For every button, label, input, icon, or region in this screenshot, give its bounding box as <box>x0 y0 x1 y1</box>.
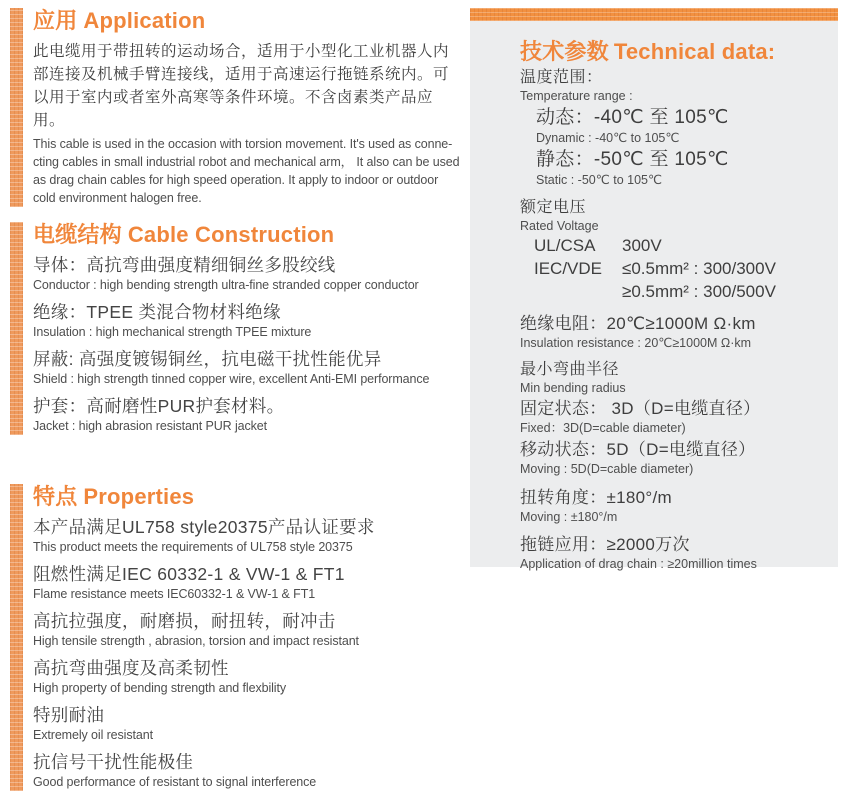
section-application <box>10 8 460 207</box>
properties-item-zh: 阻燃性满足IEC 60332-1 & VW-1 & FT1 <box>33 564 345 584</box>
application-title <box>33 8 460 34</box>
properties-title-en: Properties <box>83 484 195 509</box>
construction-item-shield <box>33 348 460 388</box>
properties-title <box>33 484 460 510</box>
fixed-state-en: Fixed：3D(D=cable diameter) <box>520 421 686 435</box>
application-title-en: Application <box>83 8 206 33</box>
section-properties <box>10 484 460 791</box>
rated-voltage-label-en: Rated Voltage <box>520 219 599 233</box>
temperature-dynamic-zh: 动态：-40℃ 至 105℃ <box>536 107 729 128</box>
properties-item-en: Good performance of resistant to signal interference <box>33 775 317 789</box>
properties-item-en: High property of bending strength and flexbility <box>33 681 286 695</box>
temperature-range-group <box>520 68 826 188</box>
temperature-dynamic-row <box>520 106 826 146</box>
temperature-static-zh: 静态：-50℃ 至 105℃ <box>536 149 729 170</box>
construction-item-zh: 绝缘：TPEE 类混合物材料绝缘 <box>33 302 281 322</box>
properties-item-bending <box>33 657 460 697</box>
voltage-row-iecvde <box>520 258 826 280</box>
properties-item-interference <box>33 751 460 791</box>
construction-item-zh: 护套：高耐磨性PUR护套材料。 <box>33 396 285 416</box>
panel-top-accent-bar <box>470 8 838 21</box>
properties-accent-bar <box>10 484 23 791</box>
technical-content <box>470 21 838 572</box>
drag-chain-zh: 拖链应用：≥2000万次 <box>520 535 690 554</box>
construction-item-zh: 导体：高抗弯曲强度精细铜丝多股绞线 <box>33 255 336 275</box>
properties-title-zh: 特点 <box>33 484 78 509</box>
voltage-value: ≤0.5mm² : 300/300V <box>622 259 776 278</box>
construction-item-zh: 屏蔽: 高强度镀锡铜丝，抗电磁干扰性能优异 <box>33 349 382 369</box>
properties-content <box>33 484 460 791</box>
temperature-dynamic-en: Dynamic : -40℃ to 105℃ <box>536 131 680 145</box>
min-bending-label-zh: 最小弯曲半径 <box>520 361 620 378</box>
properties-item-en: This product meets the requirements of UL758 style 20375 <box>33 540 353 554</box>
construction-title <box>33 222 460 248</box>
temperature-static-en: Static : -50℃ to 105℃ <box>536 173 663 187</box>
technical-title <box>520 39 826 65</box>
construction-item-en: Insulation : high mechanical strength TPEE mixture <box>33 325 312 339</box>
moving-state-entry <box>520 439 826 477</box>
insulation-resistance-en: Insulation resistance : 20℃≥1000M Ω·km <box>520 336 752 350</box>
construction-item-jacket <box>33 395 460 435</box>
properties-item-zh: 特别耐油 <box>33 705 105 725</box>
application-body-en: This cable is used in the occasion with torsion movement. It's used as conne-cting cables in small industrial robot and mechanical arm， It also can be used as drag chain cables for high speed operation. It apply to indoor or outdoor cold environment halogen free. <box>33 137 460 205</box>
technical-title-en: Technical data: <box>613 39 776 64</box>
properties-item-en: Flame resistance meets IEC60332-1 & VW-1 & FT1 <box>33 587 316 601</box>
section-cable-construction <box>10 222 460 435</box>
construction-item-en: Shield : high strength tinned copper wire, excellent Anti-EMI performance <box>33 372 430 386</box>
moving-state-en: Moving : 5D(D=cable diameter) <box>520 462 694 476</box>
insulation-resistance-entry <box>520 313 826 351</box>
torsion-angle-en: Moving : ±180°/m <box>520 510 618 524</box>
torsion-angle-zh: 扭转角度：±180°/m <box>520 488 672 507</box>
insulation-resistance-zh: 绝缘电阻：20℃≥1000M Ω·km <box>520 314 756 333</box>
min-bending-radius-group <box>520 360 826 477</box>
voltage-row-iecvde-2 <box>520 281 826 303</box>
properties-item-zh: 高抗拉强度，耐磨损，耐扭转，耐冲击 <box>33 611 336 631</box>
temperature-label-zh: 温度范围： <box>520 69 603 86</box>
properties-item-en: Extremely oil resistant <box>33 728 153 742</box>
application-accent-bar <box>10 8 23 207</box>
voltage-standard: UL/CSA <box>534 236 596 255</box>
voltage-row-ulcsa <box>520 235 826 257</box>
temperature-label-en: Temperature range : <box>520 89 633 103</box>
construction-title-en: Cable Construction <box>127 222 335 247</box>
construction-item-conductor <box>33 254 460 294</box>
voltage-standard: IEC/VDE <box>534 259 603 278</box>
voltage-value: ≥0.5mm² : 300/500V <box>622 282 776 301</box>
rated-voltage-group <box>520 198 826 303</box>
rated-voltage-label-zh: 额定电压 <box>520 199 587 216</box>
construction-title-zh: 电缆结构 <box>33 222 122 247</box>
properties-item-zh: 高抗弯曲强度及高柔韧性 <box>33 658 229 678</box>
application-body-zh: 此电缆用于带扭转的运动场合，适用于小型化工业机器人内部连接及机械手臂连接线，适用于高速运行拖链系统内。可以用于室内或者室外高寒等条件环境。不含卤素类产品应用。 <box>33 43 450 129</box>
properties-item-oil <box>33 704 460 744</box>
voltage-value: 300V <box>622 236 662 255</box>
torsion-angle-entry <box>520 487 826 525</box>
drag-chain-en: Application of drag chain : ≥20million times <box>520 557 757 571</box>
properties-item-zh: 本产品满足UL758 style20375产品认证要求 <box>33 517 375 537</box>
application-title-zh: 应用 <box>33 8 78 33</box>
temperature-static-row <box>520 148 826 188</box>
properties-item-ul758 <box>33 516 460 556</box>
construction-accent-bar <box>10 222 23 435</box>
construction-item-en: Conductor : high bending strength ultra-fine stranded copper conductor <box>33 278 419 292</box>
properties-item-zh: 抗信号干扰性能极佳 <box>33 752 194 772</box>
fixed-state-zh: 固定状态： 3D（D=电缆直径） <box>520 399 761 418</box>
properties-item-tensile <box>33 610 460 650</box>
properties-item-en: High tensile strength , abrasion, torsion and impact resistant <box>33 634 359 648</box>
construction-item-insulation <box>33 301 460 341</box>
application-content <box>33 8 460 207</box>
technical-title-zh: 技术参数 <box>520 39 609 64</box>
min-bending-label-en: Min bending radius <box>520 381 626 395</box>
voltage-standard <box>534 281 622 303</box>
construction-content <box>33 222 460 435</box>
fixed-state-entry <box>520 398 826 436</box>
properties-item-flame <box>33 563 460 603</box>
construction-item-en: Jacket : high abrasion resistant PUR jacket <box>33 419 268 433</box>
moving-state-zh: 移动状态：5D（D=电缆直径） <box>520 440 756 459</box>
technical-data-panel <box>470 8 838 571</box>
drag-chain-entry <box>520 534 826 572</box>
